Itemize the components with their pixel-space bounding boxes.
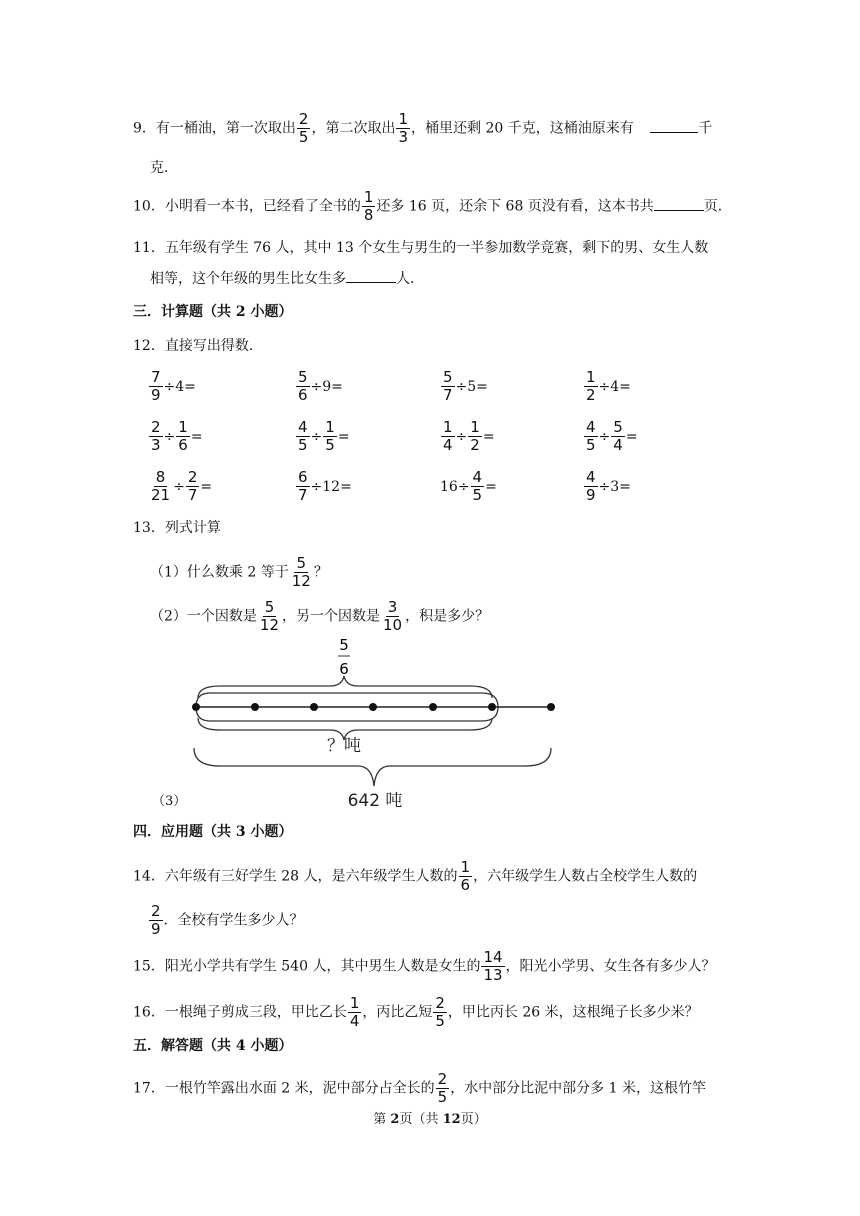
fraction: $\frac{2}{9}$ [151, 902, 161, 938]
question-13-part2: （2）一个因数是 $\frac{5}{12}$ ，另一个因数是 $\frac{3}{10}$ ，积是多少？ [150, 598, 490, 634]
top-fraction-label [338, 636, 350, 678]
calc-item: $\frac{8}{21}$ ÷ $\frac{2}{7}$ = [151, 468, 213, 504]
calc-item: 16÷ $\frac{4}{5}$ = [440, 468, 497, 504]
fraction: $\frac{1}{4}$ [349, 994, 360, 1030]
question-11-cont: 相等，这个年级的男生比女生多 人． [150, 268, 860, 289]
fraction: $\frac{4}{5}$ [472, 468, 483, 504]
calc-item: $\frac{1}{4}$ ÷ $\frac{1}{2}$ = [443, 418, 495, 454]
fraction: $\frac{2}{5}$ [435, 994, 445, 1030]
svg-text:5: 5 [339, 636, 349, 654]
fraction: $\frac{1}{2}$ [586, 368, 596, 404]
middle-label: ？吨 [327, 736, 361, 756]
calc-item: $\frac{2}{3}$ ÷ $\frac{1}{6}$ = [151, 418, 203, 454]
calc-item: $\frac{5}{6}$ ÷9= [298, 368, 343, 404]
fraction: $\frac{4}{9}$ [586, 468, 596, 504]
calc-item: $\frac{1}{2}$ ÷4= [586, 368, 631, 404]
calc-item: $\frac{7}{9}$ ÷4= [151, 368, 196, 404]
section-3-heading: 三．计算题（共 2 小题） [133, 304, 293, 320]
question-14: 14．六年级有三好学生 28 人，是六年级学生人数的 $\frac{1}{6}$ ，六年级学生人数占全校学生人数的 [133, 858, 698, 894]
answer-blank[interactable] [654, 196, 704, 211]
fraction: $\frac{6}{7}$ [298, 468, 308, 504]
question-12: 12．直接写出得数． [133, 338, 263, 354]
answer-blank[interactable] [650, 118, 698, 133]
fraction: $\frac{5}{12}$ [259, 598, 280, 634]
question-17: 17．一根竹竿露出水面 2 米，泥中部分占全长的 $\frac{2}{5}$ ，水中部分比泥中部分多 1 米，这根竹竿 [133, 1070, 706, 1106]
fraction: $\frac{1}{6}$ [460, 858, 471, 894]
question-16: 16．一根绳子剪成三段，甲比乙长 $\frac{1}{4}$ ，丙比乙短 $\frac{2}{5}$ ，甲比丙长 26 米，这根绳子长多少米？ [133, 994, 699, 1030]
fraction: $\frac{1}{5}$ [325, 418, 335, 454]
fraction: $\frac{8}{21}$ [151, 468, 171, 504]
section-4-heading: 四．应用题（共 3 小题） [133, 824, 293, 840]
fraction: $\frac{2}{5}$ [437, 1070, 448, 1106]
question-9: 9．有一桶油，第一次取出 $\frac{2}{5}$ ，第二次取出 $\frac{1}{3}$ ，桶里还剩 20 千克，这桶油原来有 千 [133, 110, 713, 146]
question-13-part1: （1）什么数乘 2 等于 $\frac{5}{12}$ ？ [150, 554, 328, 590]
fraction: $\frac{5}{6}$ [298, 368, 308, 404]
fraction: $\frac{5}{4}$ [613, 418, 623, 454]
question-15: 15．阳光小学共有学生 540 人，其中男生人数是女生的 $\frac{14}{13}$ ，阳光小学男、女生各有多少人？ [133, 948, 716, 984]
question-11: 11．五年级有学生 76 人，其中 13 个女生与男生的一半参加数学竞赛，剩下的男、女生人数 [133, 240, 709, 256]
fraction: $\frac{3}{10}$ [383, 598, 403, 634]
fraction: $\frac{1}{8}$ [363, 188, 374, 224]
top-brace [198, 676, 492, 698]
fraction: $\frac{4}{5}$ [586, 418, 596, 454]
fraction: $\frac{2}{5}$ [298, 110, 309, 146]
question-10: 10．小明看一本书，已经看了全书的 $\frac{1}{8}$ 还多 16 页，还余下 68 页没有看，这本书共 页． [133, 188, 732, 224]
fraction: $\frac{2}{7}$ [187, 468, 198, 504]
fraction: $\frac{1}{3}$ [398, 110, 409, 146]
svg-text:6: 6 [339, 660, 349, 678]
fraction: $\frac{1}{2}$ [470, 418, 480, 454]
fraction: $\frac{2}{3}$ [151, 418, 161, 454]
fraction: $\frac{1}{6}$ [178, 418, 188, 454]
segment-diagram [180, 630, 580, 815]
fraction: $\frac{1}{4}$ [443, 418, 453, 454]
question-14-cont: $\frac{2}{9}$ ．全校有学生多少人？ [151, 902, 304, 938]
fraction: $\frac{5}{7}$ [443, 368, 453, 404]
fraction: $\frac{4}{5}$ [298, 418, 308, 454]
calc-item: $\frac{4}{5}$ ÷ $\frac{5}{4}$ = [586, 418, 638, 454]
section-5-heading: 五．解答题（共 4 小题） [133, 1038, 293, 1054]
page-footer: 第 2页（共 12页） [373, 1112, 487, 1127]
question-9-cont: 克． [150, 160, 178, 176]
question-13: 13．列式计算 [133, 520, 221, 536]
calc-item: $\frac{4}{9}$ ÷3= [586, 468, 631, 504]
calc-item: $\frac{6}{7}$ ÷12= [298, 468, 352, 504]
fraction: $\frac{7}{9}$ [151, 368, 161, 404]
question-13-part3: （3） [152, 794, 187, 809]
bottom-label: 642 吨 [347, 791, 403, 811]
calc-item: $\frac{5}{7}$ ÷5= [443, 368, 488, 404]
fraction: $\frac{5}{12}$ [291, 554, 311, 590]
fraction: $\frac{14}{13}$ [483, 948, 503, 984]
calc-item: $\frac{4}{5}$ ÷ $\frac{1}{5}$ = [298, 418, 350, 454]
bottom-brace [194, 748, 551, 786]
answer-blank[interactable] [346, 268, 396, 283]
